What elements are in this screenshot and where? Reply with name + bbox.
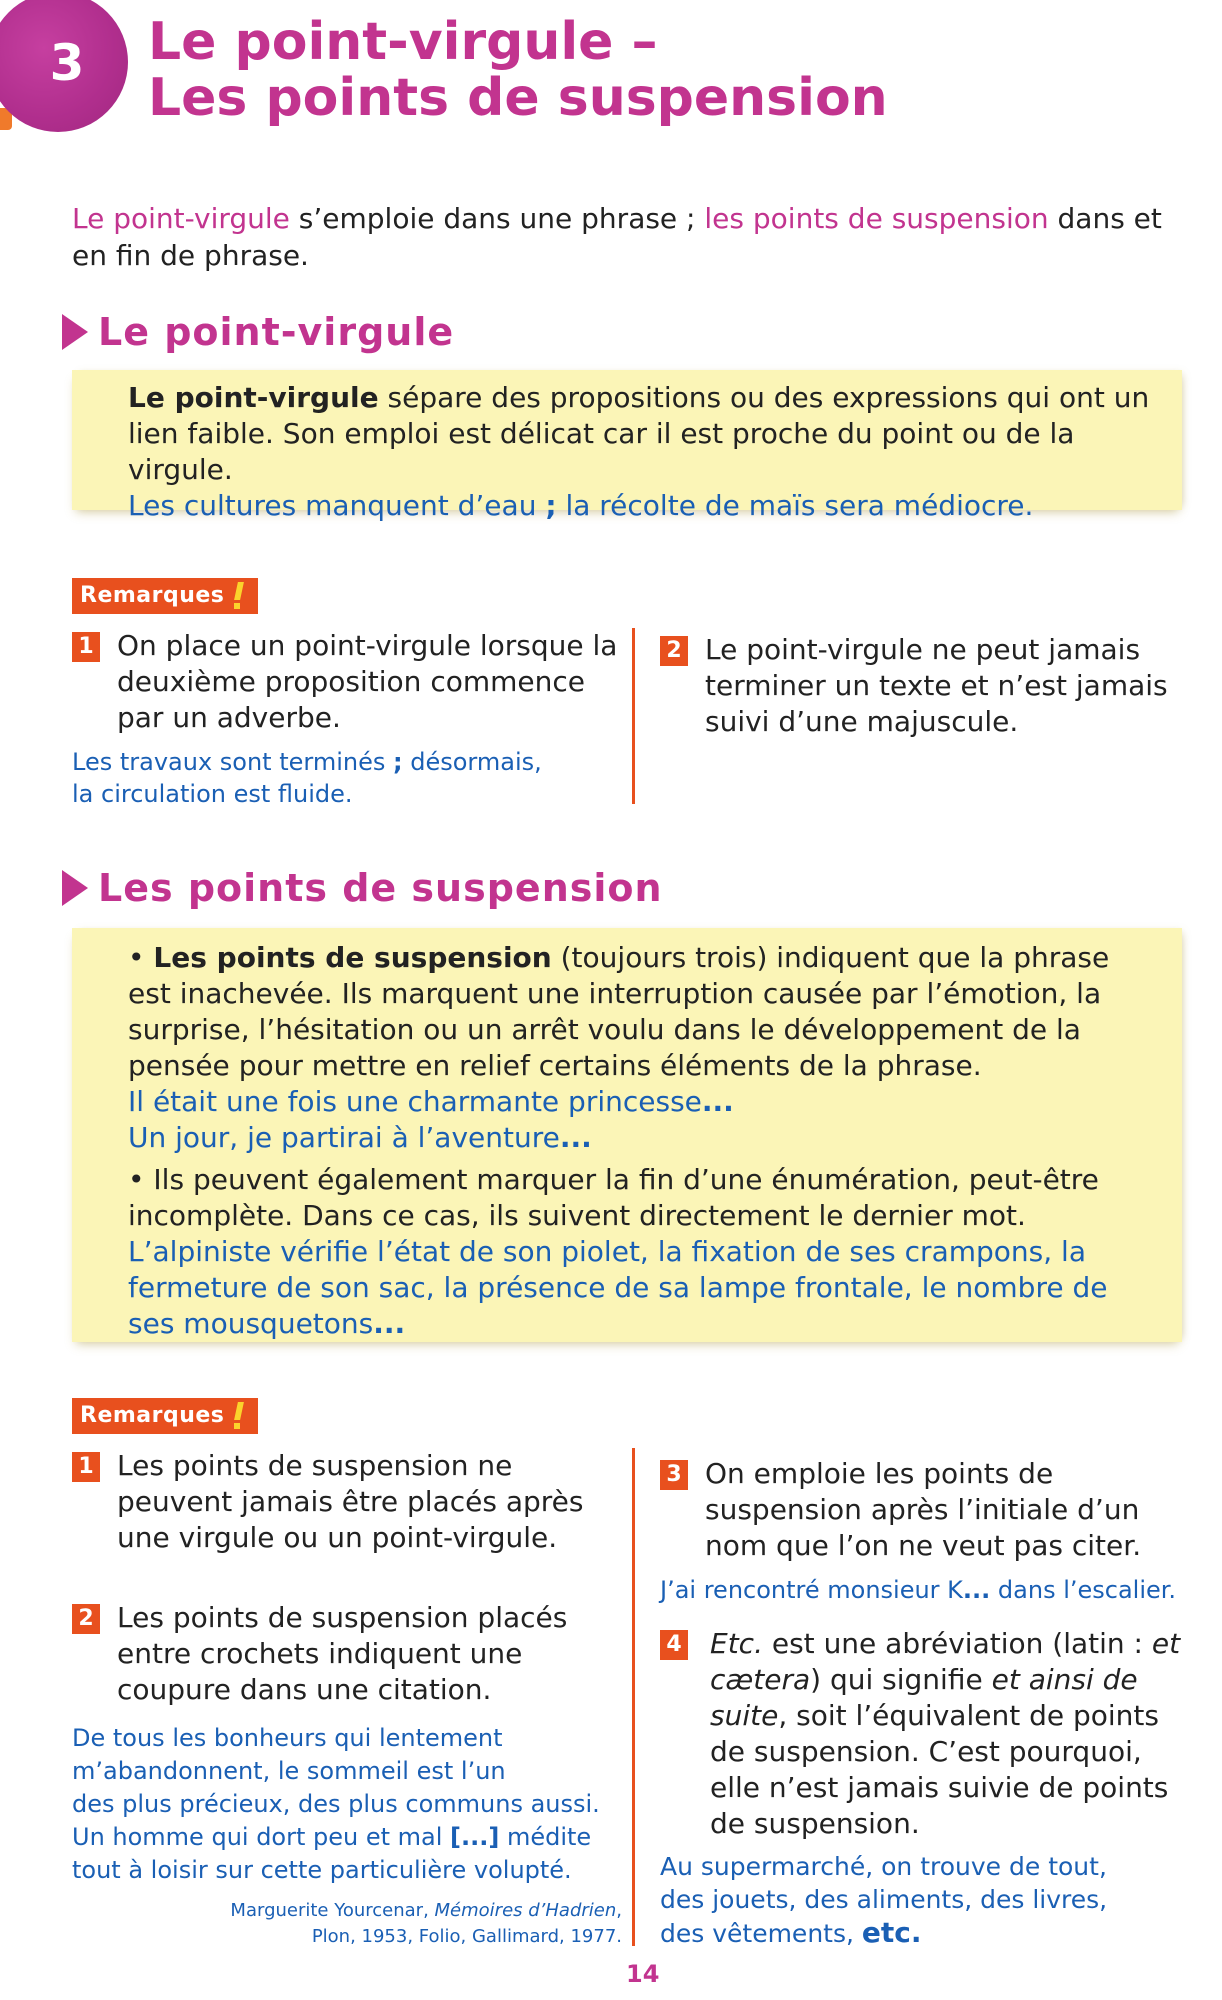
triangle-bullet-icon — [62, 870, 88, 906]
credit-title: Mémoires d’Hadrien — [434, 1900, 617, 1921]
example-part: L’alpiniste vérifie l’état de son piolet, la fixation de ses crampons, la fermeture de son sac, la présence de sa lampe frontale, le nombre de ses mousquetons — [128, 1235, 1108, 1340]
example-part: Les cultures manquent d’eau — [128, 489, 546, 522]
citation-credit — [72, 1898, 622, 1950]
exclamation-icon — [234, 1402, 244, 1430]
credit-author: Marguerite Yourcenar, — [230, 1900, 435, 1921]
definition-term: Les points de suspension — [153, 941, 552, 974]
example-part: la circulation est fluide. — [72, 780, 353, 808]
quote-line: des plus précieux, des plus communs aussi. — [72, 1790, 600, 1818]
citation-quote — [72, 1722, 632, 1887]
example-line — [660, 1916, 1200, 1950]
remarques-text: Remarques — [80, 1403, 225, 1428]
definition-example — [128, 1084, 1158, 1120]
remark-text: Les points de suspension ne peuvent jamais être placés après une virgule ou un point-virgule. — [117, 1449, 584, 1554]
definition-example — [128, 1120, 1158, 1156]
remarques-label — [72, 1398, 258, 1434]
remark-text: Les points de suspension placés entre crochets indiquent une coupure dans une citation. — [117, 1601, 568, 1706]
section-heading-point-virgule — [62, 310, 454, 354]
definition-term: Le point-virgule — [128, 381, 379, 414]
example-dots: ... — [559, 1121, 592, 1154]
remark-text — [710, 1626, 1200, 1842]
italic-term: et cætera — [710, 1627, 1181, 1696]
intro-paragraph — [72, 200, 1202, 274]
intro-term-suspension: les points de suspension — [704, 202, 1049, 235]
remark-example — [660, 1574, 1200, 1606]
credit-line-1 — [72, 1898, 622, 1924]
text-part: , soit l’équivalent de points de suspension. C’est pourquoi, elle n’est jamais suivie de points de suspension. — [710, 1699, 1169, 1840]
triangle-bullet-icon — [62, 314, 88, 350]
example-part: dans l’escalier. — [990, 1576, 1177, 1604]
definition-body: (toujours trois) indiquent que la phrase est inachevée. Ils marquent une interruption causée par l’émotion, la surprise, l’hésitation ou un arrêt voulu dans le développement de la pensée pour mettre en relief certains éléments de la phrase. — [128, 941, 1110, 1082]
example-part: J’ai rencontré monsieur K — [660, 1576, 963, 1604]
chapter-number-badge: 3 — [0, 0, 128, 132]
intro-text: s’emploie dans une phrase ; — [289, 202, 705, 235]
credit-line-2: Plon, 1953, Folio, Gallimard, 1977. — [311, 1926, 622, 1947]
remark-number: 1 — [72, 632, 100, 662]
quote-cut-marker: [...] — [450, 1823, 500, 1851]
exclamation-icon — [234, 582, 244, 610]
example-dots: ... — [962, 1576, 991, 1604]
example-dots: ... — [373, 1307, 406, 1340]
intro-text-end: dans et en fin de phrase. — [72, 202, 1162, 272]
example-dots: ... — [701, 1085, 734, 1118]
quote-part: médite — [499, 1823, 592, 1851]
text-part: est une abréviation (latin : — [762, 1627, 1143, 1660]
remark-example — [660, 1850, 1200, 1950]
section-heading-suspension — [62, 866, 663, 910]
example-part: Il était une fois une charmante princesse — [128, 1085, 702, 1118]
example-line: Au supermarché, on trouve de tout, — [660, 1852, 1107, 1881]
quote-line — [72, 1821, 632, 1854]
column-divider — [632, 628, 635, 804]
example-part: désormais, — [402, 748, 542, 776]
remarques-label — [72, 578, 258, 614]
credit-punct: , — [616, 1900, 622, 1921]
remark-text: Le point-virgule ne peut jamais terminer un texte et n’est jamais suivi d’une majuscule. — [705, 633, 1168, 738]
quote-line: m’abandonnent, le sommeil est l’un — [72, 1757, 506, 1785]
example-separator: ; — [393, 748, 403, 776]
intro-term-point-virgule: Le point-virgule — [72, 202, 290, 235]
page-number: 14 — [626, 1960, 660, 1988]
italic-term: Etc. — [710, 1627, 763, 1660]
definition-body: sépare des propositions ou des expressions qui ont un lien faible. Son emploi est délicat car il est proche du point ou de la virgule. — [128, 381, 1150, 486]
example-separator: ; — [545, 489, 557, 522]
definition-paragraph-1 — [128, 940, 1158, 1084]
remarques-text: Remarques — [80, 583, 225, 608]
remark-example — [72, 746, 632, 810]
example-line: des jouets, des aliments, des livres, — [660, 1885, 1108, 1914]
example-part: des vêtements, — [660, 1919, 862, 1948]
remark-text: On emploie les points de suspension après l’initiale d’un nom que l’on ne veut pas citer. — [705, 1457, 1142, 1562]
quote-line: tout à loisir sur cette particulière volupté. — [72, 1856, 572, 1884]
section-heading-text: Le point-virgule — [98, 310, 455, 354]
definition-box-suspension — [72, 928, 1182, 1342]
example-etc: etc. — [861, 1916, 922, 1949]
definition-example — [128, 1234, 1158, 1342]
definition-text — [128, 380, 1158, 524]
example-part: la récolte de maïs sera médiocre. — [556, 489, 1034, 522]
text-part: ) qui signifie — [810, 1663, 992, 1696]
definition-paragraph-2 — [128, 1162, 1158, 1234]
remark-number: 1 — [72, 1452, 100, 1482]
section-heading-text: Les points de suspension — [98, 866, 663, 910]
bullet: • — [128, 1163, 145, 1196]
chapter-title-line1: Le point-virgule – — [148, 12, 658, 72]
quote-part: Un homme qui dort peu et mal — [72, 1823, 451, 1851]
definition-box-point-virgule — [72, 370, 1182, 522]
remark-number: 3 — [660, 1460, 688, 1490]
definition-text — [128, 940, 1158, 1342]
italic-term: de suite — [710, 1663, 1138, 1732]
quote-line: De tous les bonheurs qui lentement — [72, 1724, 503, 1752]
remark-text: On place un point-virgule lorsque la deuxième proposition commence par un adverbe. — [117, 629, 618, 734]
chapter-title-line2: Les points de suspension — [148, 68, 888, 128]
italic-term: et ainsi — [991, 1663, 1094, 1696]
column-divider — [632, 1448, 635, 1946]
remark-number: 4 — [660, 1630, 688, 1660]
definition-example — [128, 488, 1158, 524]
remark-number: 2 — [72, 1604, 100, 1634]
bullet: • — [128, 941, 145, 974]
definition-body: Ils peuvent également marquer la fin d’une énumération, peut-être incomplète. Dans ce cas, ils suivent directement le dernier mot. — [128, 1163, 1099, 1232]
example-part: Les travaux sont terminés — [72, 748, 393, 776]
remark-number: 2 — [660, 636, 688, 666]
example-part: Un jour, je partirai à l’aventure — [128, 1121, 560, 1154]
